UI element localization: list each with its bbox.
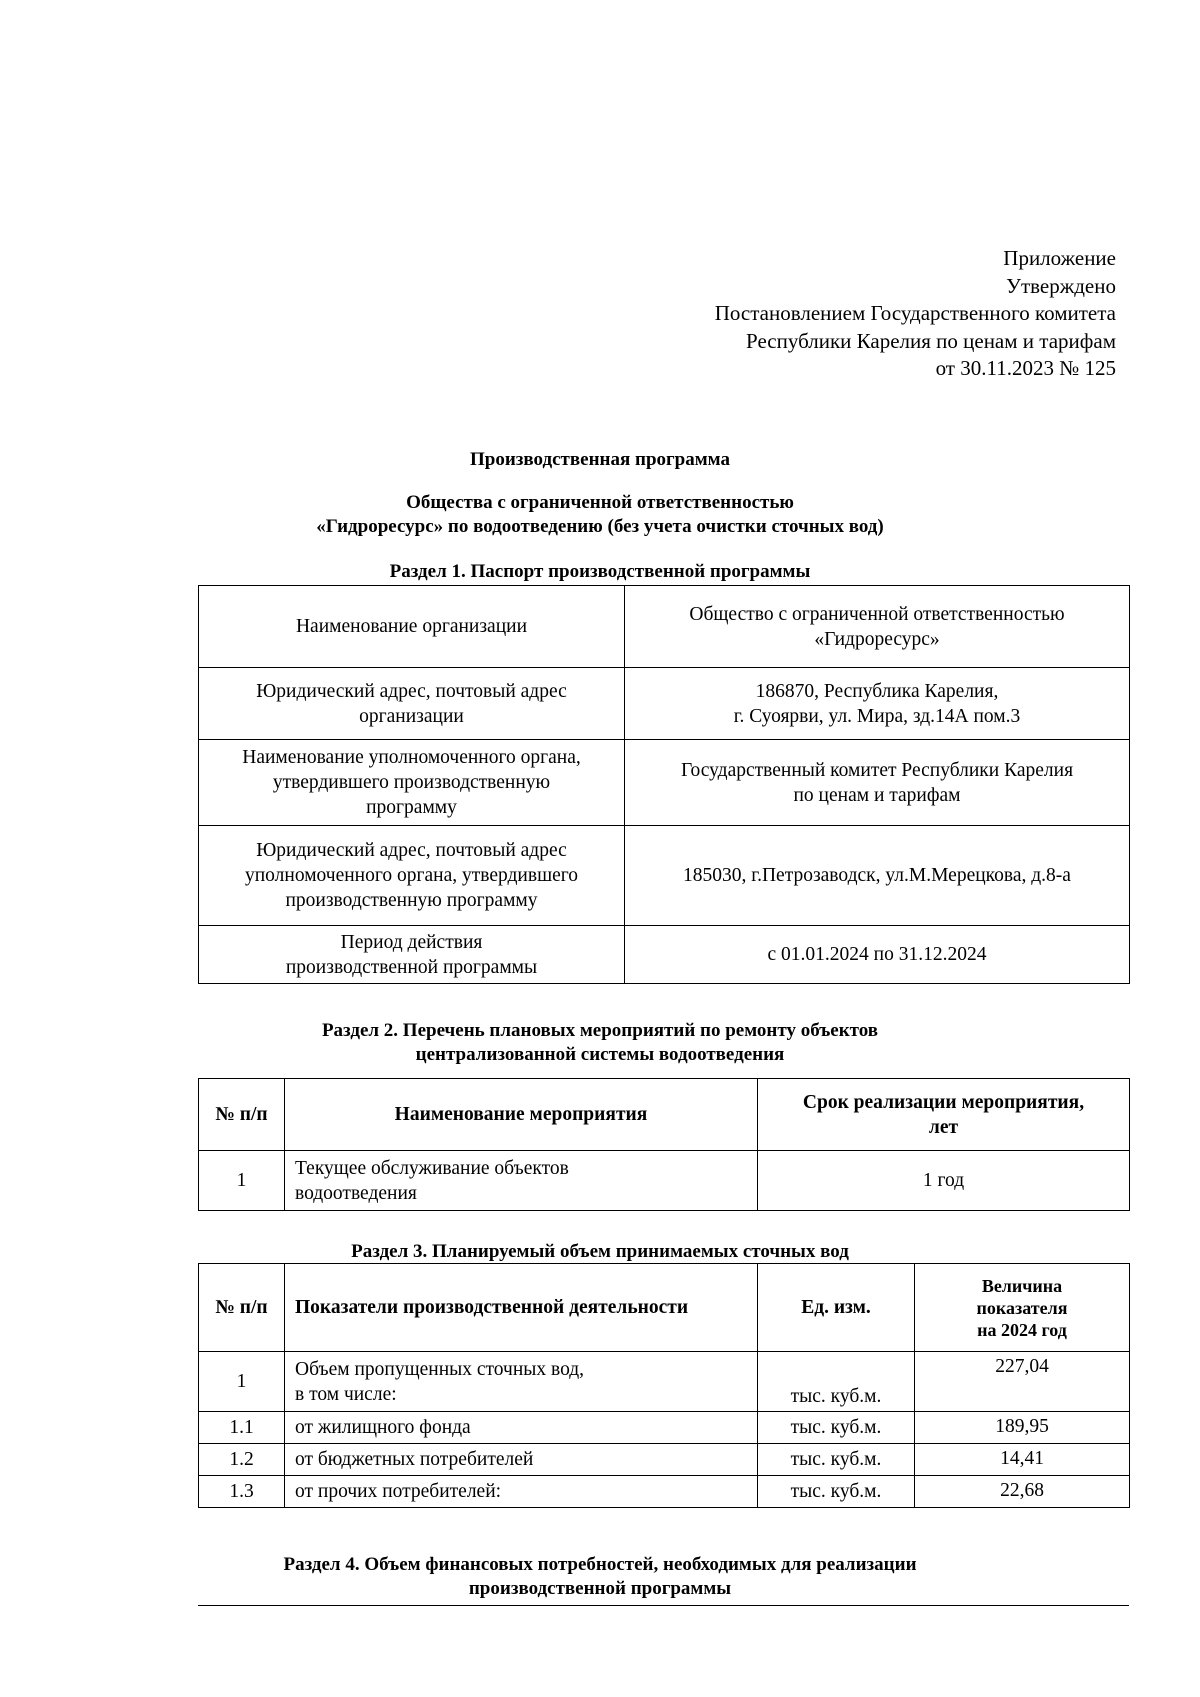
cell-indicator-line: Объем пропущенных сточных вод,	[295, 1358, 585, 1380]
subtitle-line: «Гидроресурс» по водоотведению (без учета очистки сточных вод)	[316, 516, 884, 537]
passport-label	[199, 740, 625, 826]
section1-heading: Раздел 1. Паспорт производственной программы	[389, 561, 811, 582]
cell-unit: тыс. куб.м.	[758, 1444, 915, 1476]
cell-indicator	[285, 1476, 758, 1508]
table-row	[199, 826, 1130, 926]
cell-num: 1.3	[199, 1476, 285, 1508]
cell-unit: тыс. куб.м.	[758, 1476, 915, 1508]
cell-term: 1 год	[758, 1151, 1130, 1211]
passport-label-line: производственной программы	[285, 956, 538, 978]
approval-line: Утверждено	[1006, 273, 1116, 298]
table-row	[199, 1476, 1130, 1508]
cell-indicator-line: от прочих потребителей:	[295, 1481, 502, 1502]
cell-indicator	[285, 1352, 758, 1412]
passport-label	[199, 586, 625, 668]
passport-table	[198, 585, 1130, 984]
table-row	[199, 740, 1130, 826]
cell-value: 14,41	[915, 1444, 1130, 1476]
passport-value	[625, 926, 1130, 984]
passport-value	[625, 740, 1130, 826]
cell-num: 1.1	[199, 1412, 285, 1444]
passport-label	[199, 926, 625, 984]
approval-line: Постановлением Государственного комитета	[714, 301, 1116, 325]
cell-indicator	[285, 1412, 758, 1444]
cell-value: 189,95	[915, 1412, 1130, 1444]
table-row	[199, 586, 1130, 668]
passport-value	[625, 826, 1130, 926]
cell-unit: тыс. куб.м.	[758, 1412, 915, 1444]
table-row	[199, 1151, 1130, 1211]
header-unit: Ед. изм.	[758, 1264, 915, 1352]
cell-indicator-line: от жилищного фонда	[295, 1417, 471, 1438]
document-subtitle	[0, 491, 1200, 539]
cell-indicator	[285, 1444, 758, 1476]
passport-value-line: 185030, г.Петрозаводск, ул.М.Мерецкова, д.8-а	[683, 865, 1071, 886]
passport-value-line: Общество с ограниченной ответственностью	[689, 603, 1065, 625]
cell-value: 22,68	[915, 1476, 1130, 1508]
section2-heading-line: централизованной системы водоотведения	[415, 1044, 785, 1065]
passport-label-line: Наименование уполномоченного органа,	[242, 747, 581, 768]
header-num: № п/п	[199, 1079, 285, 1151]
section3-heading: Раздел 3. Планируемый объем принимаемых сточных вод	[351, 1241, 849, 1262]
passport-label	[199, 668, 625, 740]
table-row	[199, 668, 1130, 740]
table-header-row	[199, 1079, 1130, 1151]
passport-value	[625, 586, 1130, 668]
header-indicator: Показатели производственной деятельности	[285, 1264, 758, 1352]
section4-table-top-border	[198, 1605, 1129, 1606]
volume-table	[198, 1263, 1130, 1508]
events-table	[198, 1078, 1130, 1211]
section2-heading-line: Раздел 2. Перечень плановых мероприятий по ремонту объектов	[321, 1020, 879, 1041]
header-term: Срок реализации мероприятия, лет	[758, 1079, 1130, 1151]
cell-value: 227,04	[915, 1352, 1130, 1412]
cell-num: 1	[199, 1352, 285, 1412]
passport-label-line: утвердившего производственную	[272, 772, 551, 793]
section2-heading	[0, 1019, 1200, 1067]
section4-heading-line: Раздел 4. Объем финансовых потребностей, необходимых для реализации	[283, 1554, 917, 1575]
cell-num: 1	[199, 1151, 285, 1211]
table-row	[199, 1444, 1130, 1476]
header-value: Величина показателя на 2024 год	[915, 1264, 1130, 1352]
approval-line: Приложение	[1003, 246, 1116, 270]
passport-value-line: 186870, Республика Карелия,	[755, 680, 999, 702]
passport-label-line: уполномоченного органа, утвердившего	[244, 865, 579, 886]
section4-heading	[0, 1553, 1200, 1601]
passport-value-line: по ценам и тарифам	[793, 784, 961, 806]
cell-unit: тыс. куб.м.	[758, 1352, 915, 1412]
approval-line: Республики Карелия по ценам и тарифам	[746, 328, 1116, 353]
cell-indicator-line: в том числе:	[295, 1383, 397, 1405]
passport-table-body	[199, 586, 1130, 984]
cell-event-name: Текущее обслуживание объектов водоотведения	[285, 1151, 758, 1211]
table-row	[199, 926, 1130, 984]
passport-label	[199, 826, 625, 926]
cell-num: 1.2	[199, 1444, 285, 1476]
passport-value-line: с 01.01.2024 по 31.12.2024	[767, 944, 987, 965]
passport-value-line: г. Суоярви, ул. Мира, зд.14А пом.3	[733, 705, 1021, 727]
section4-heading-line: производственной программы	[468, 1578, 732, 1599]
approval-line: от 30.11.2023 № 125	[935, 356, 1116, 380]
passport-label-line: производственную программу	[285, 890, 538, 911]
passport-label-line: Период действия	[340, 931, 483, 953]
passport-label-line: организации	[359, 705, 464, 727]
passport-value	[625, 668, 1130, 740]
table-row	[199, 1412, 1130, 1444]
passport-value-line: Государственный комитет Республики Карелия	[680, 759, 1074, 781]
passport-label-line: Наименование организации	[295, 616, 528, 637]
cell-indicator-line: от бюджетных потребителей	[295, 1449, 534, 1470]
volume-table-body	[199, 1352, 1130, 1508]
table-row	[199, 1352, 1130, 1412]
passport-label-line: Юридический адрес, почтовый адрес	[256, 840, 567, 861]
passport-label-line: Юридический адрес, почтовый адрес	[256, 680, 567, 702]
approval-block	[715, 245, 1116, 383]
subtitle-line: Общества с ограниченной ответственностью	[406, 492, 794, 513]
header-num: № п/п	[199, 1264, 285, 1352]
header-event-name: Наименование мероприятия	[285, 1079, 758, 1151]
passport-value-line: «Гидроресурс»	[814, 628, 940, 650]
passport-label-line: программу	[366, 797, 457, 818]
table-header-row	[199, 1264, 1130, 1352]
document-title: Производственная программа	[470, 449, 730, 470]
